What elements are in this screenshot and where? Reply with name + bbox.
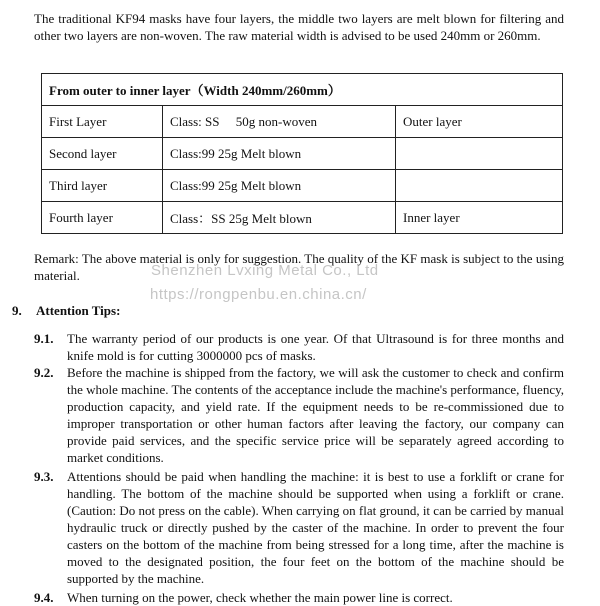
tip-item bbox=[34, 589, 564, 606]
tip-text: Before the machine is shipped from the factory, we will ask the customer to check and confirm the whole machine. The contents of the acceptance include the machine's performance, fluency, production capacity, and yield rate. If the equipment needs to be re-commissioned due to improper transportation or other human factors after leaving the factory, our company can provide paid services, and the specific service price will be separately agreed according to market conditions. bbox=[67, 365, 564, 465]
material-cell: Class:99 25g Melt blown bbox=[163, 170, 396, 202]
tip-item bbox=[34, 468, 564, 587]
layer-name-cell: Second layer bbox=[42, 138, 163, 170]
intro-paragraph: The traditional KF94 masks have four layers, the middle two layers are melt blown for filtering and other two layers are non-woven. The raw material width is advised to be used 240mm or 260mm. bbox=[34, 11, 564, 43]
material-cell: Class: SS 50g non-woven bbox=[163, 106, 396, 138]
tip-item bbox=[34, 364, 564, 466]
watermark-company: Shenzhen Lvxing Metal Co., Ltd bbox=[151, 262, 379, 279]
table-row bbox=[42, 138, 563, 170]
position-cell: Outer layer bbox=[396, 106, 563, 138]
tip-number: 9.3. bbox=[34, 469, 54, 484]
layer-name-cell: First Layer bbox=[42, 106, 163, 138]
tip-number: 9.4. bbox=[34, 590, 54, 605]
layer-name-cell: Fourth layer bbox=[42, 202, 163, 234]
layer-name-cell: Third layer bbox=[42, 170, 163, 202]
tip-number: 9.1. bbox=[34, 331, 54, 346]
position-cell: Inner layer bbox=[396, 202, 563, 234]
table-row bbox=[42, 202, 563, 234]
tip-text: The warranty period of our products is one year. Of that Ultrasound is for three months and knife mold is for cutting 3000000 pcs of masks. bbox=[67, 331, 564, 363]
tip-number: 9.2. bbox=[34, 365, 54, 380]
layer-table bbox=[41, 73, 563, 234]
layer-table-header: From outer to inner layer（Width 240mm/260mm） bbox=[42, 74, 563, 106]
remark-paragraph: Remark: The above material is only for suggestion. The quality of the KF mask is subject to the using material. bbox=[34, 251, 564, 283]
section-number: 9. bbox=[12, 303, 22, 318]
table-row bbox=[42, 106, 563, 138]
layer-table-header-row bbox=[42, 74, 563, 106]
tip-text: When turning on the power, check whether the main power line is correct. bbox=[67, 590, 453, 605]
tip-item bbox=[34, 330, 564, 364]
watermark-url: https://rongpenbu.en.china.cn/ bbox=[150, 286, 367, 303]
table-row bbox=[42, 170, 563, 202]
section-heading bbox=[12, 303, 120, 319]
position-cell bbox=[396, 138, 563, 170]
material-cell: Class：SS 25g Melt blown bbox=[163, 202, 396, 234]
tip-text: Attentions should be paid when handling the machine: it is best to use a forklift or crane for handling. The bottom of the machine should be supported when using a forklift or crane. (Caution: Do not press on the cable). When carrying on flat ground, it can be carried by manual hydraulic truck or directly pushed by the caster of the machine. In order to prevent the four casters on the bottom of the machine from being stressed for a long time, after the machine is moved to the designated position, the four feet on the bottom of the machine should be supported by the machine. bbox=[67, 469, 564, 586]
section-title: Attention Tips: bbox=[36, 303, 121, 318]
position-cell bbox=[396, 170, 563, 202]
material-cell: Class:99 25g Melt blown bbox=[163, 138, 396, 170]
